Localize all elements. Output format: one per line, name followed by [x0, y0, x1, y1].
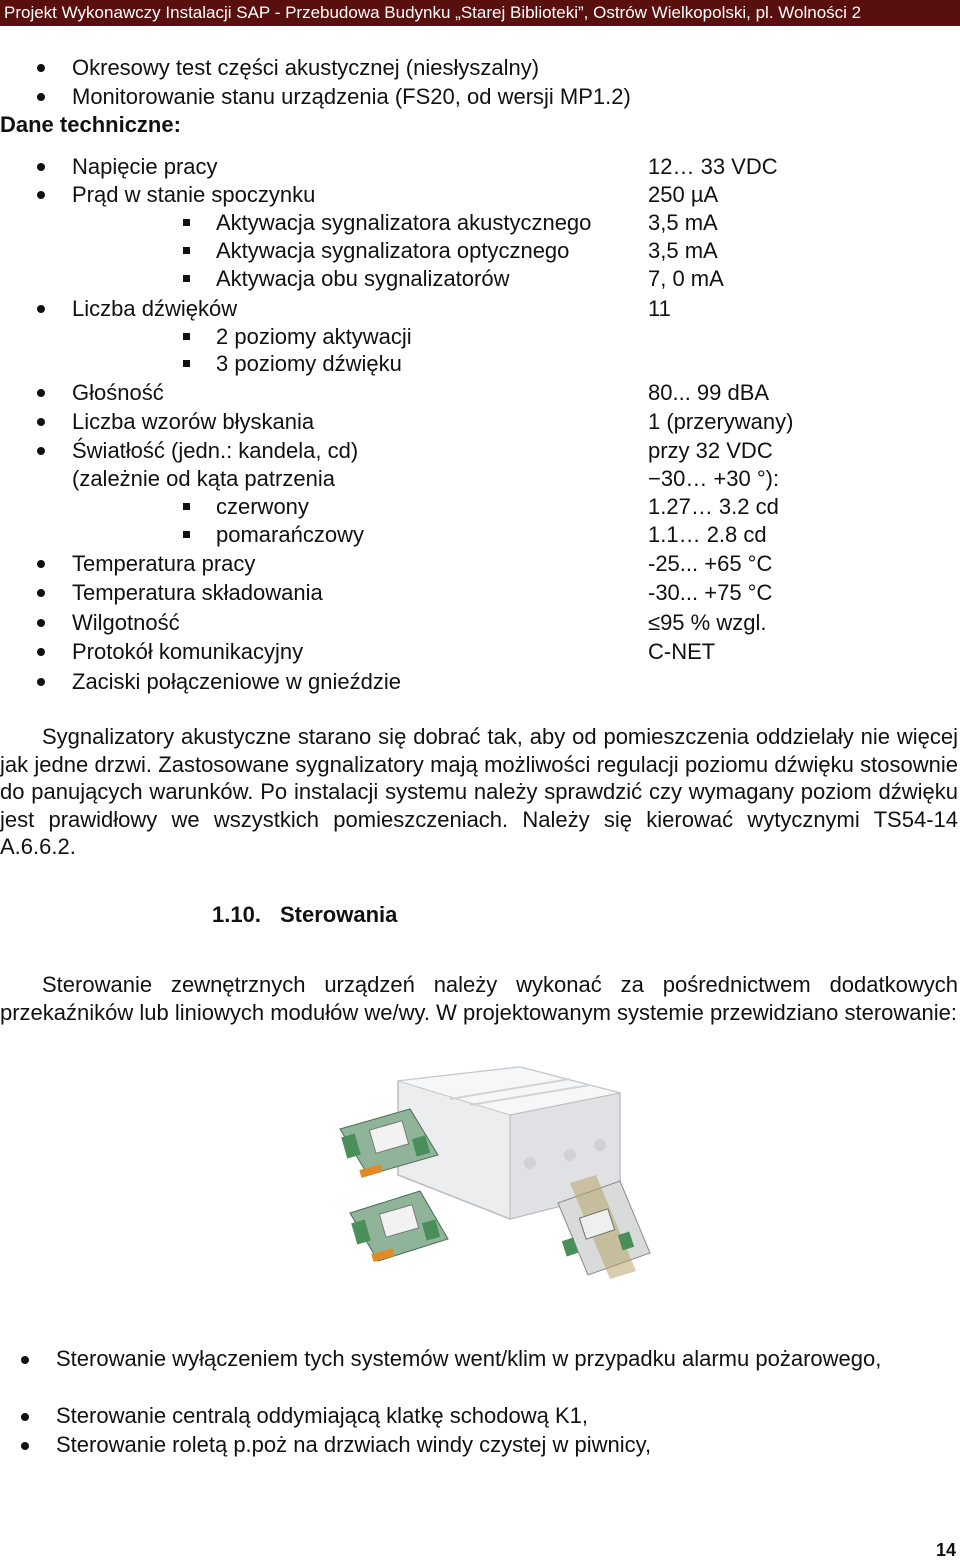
square-bullet-icon [183, 219, 190, 226]
bullet-icon [37, 560, 45, 568]
spec-value: przy 32 VDC [648, 438, 773, 463]
spec-label: 3 poziomy dźwięku [216, 351, 402, 376]
spec-label: Protokół komunikacyjny [72, 639, 304, 664]
spec-label: 2 poziomy aktywacji [216, 324, 412, 349]
spec-value: -25... +65 °C [648, 551, 773, 576]
spec-label: Temperatura pracy [72, 551, 256, 576]
bullet-icon [37, 93, 45, 101]
section-title: Sterowania [280, 902, 398, 927]
io-module-2 [350, 1191, 448, 1262]
spec-label: Prąd w stanie spoczynku [72, 182, 316, 207]
feature-item: Monitorowanie stanu urządzenia (FS20, od wersji MP1.2) [72, 84, 631, 109]
spec-value: C-NET [648, 639, 716, 664]
spec-value: 3,5 mA [648, 238, 718, 263]
spec-label: Liczba wzorów błyskania [72, 409, 315, 434]
control-item: Sterowanie wyłączeniem tych systemów went/klim w przypadku alarmu pożarowego, [56, 1346, 882, 1371]
spec-value: 250 µA [648, 182, 719, 207]
spec-label: Aktywacja sygnalizatora akustycznego [216, 210, 592, 235]
bullet-icon [37, 648, 45, 656]
square-bullet-icon [183, 360, 190, 367]
section-number: 1.10. [212, 902, 261, 927]
spec-label: Napięcie pracy [72, 154, 218, 179]
spec-value: 1.27… 3.2 cd [648, 494, 779, 519]
square-bullet-icon [183, 503, 190, 510]
paragraph-signalers: Sygnalizatory akustyczne starano się dobrać tak, aby od pomieszczenia oddzielały nie więcej jak jedne drzwi. Zastosowane sygnalizatory mają możliwości regulacji poziomu dźwięku stosownie do panujących warunków. Po instalacji systemu należy sprawdzić czy wymagany poziom dźwięku jest prawidłowy we wszystkich pomieszczeniach. Należy się kierować wytycznymi TS54-14 A.6.6.2. [0, 724, 958, 859]
control-item: Sterowanie centralą oddymiającą klatkę schodową K1, [56, 1403, 588, 1428]
bullet-icon [21, 1442, 29, 1450]
spec-label: Liczba dźwięków [72, 296, 238, 321]
square-bullet-icon [183, 333, 190, 340]
bullet-icon [37, 678, 45, 686]
paragraph-control: Sterowanie zewnętrznych urządzeń należy wykonać za pośrednictwem dodatkowych przekaźników lub liniowych modułów we/wy. W projektowanym systemie przewidziano sterowanie: [0, 972, 958, 1025]
spec-label: Zaciski połączeniowe w gnieździe [72, 669, 401, 694]
spec-label: Głośność [72, 380, 164, 405]
page-number: 14 [935, 1540, 956, 1560]
control-item: Sterowanie roletą p.poż na drzwiach windy czystej w piwnicy, [56, 1432, 652, 1457]
spec-value: -30... +75 °C [648, 580, 773, 605]
spec-label: Wilgotność [72, 610, 180, 635]
square-bullet-icon [183, 275, 190, 282]
spec-value: 7, 0 mA [648, 266, 724, 291]
bullet-icon [37, 305, 45, 313]
spec-value: 1 (przerywany) [648, 409, 794, 434]
spec-value: ≤95 % wzgl. [648, 610, 767, 635]
product-photo [320, 1063, 680, 1343]
feature-item: Okresowy test części akustycznej (niesłyszalny) [72, 55, 540, 80]
bullet-icon [21, 1413, 29, 1421]
document-header: Projekt Wykonawczy Instalacji SAP - Przebudowa Budynku „Starej Biblioteki”, Ostrów Wielkopolski, pl. Wolności 2 [0, 0, 960, 26]
spec-value: 3,5 mA [648, 210, 718, 235]
spec-label: Aktywacja sygnalizatora optycznego [216, 238, 570, 263]
spec-value: 80... 99 dBA [648, 380, 770, 405]
spec-label: Aktywacja obu sygnalizatorów [216, 266, 510, 291]
spec-label: pomarańczowy [216, 522, 364, 547]
spec-value: 1.1… 2.8 cd [648, 522, 767, 547]
spec-label: Temperatura składowania [72, 580, 323, 605]
tech-heading: Dane techniczne: [0, 112, 181, 137]
square-bullet-icon [183, 531, 190, 538]
spec-label: czerwony [216, 494, 309, 519]
bullet-icon [37, 191, 45, 199]
spec-value: 12… 33 VDC [648, 154, 778, 179]
bullet-icon [37, 163, 45, 171]
bullet-icon [37, 64, 45, 72]
bullet-icon [21, 1356, 29, 1364]
spec-value: 11 [648, 296, 671, 321]
bullet-icon [37, 447, 45, 455]
spec-label: (zależnie od kąta patrzenia [72, 466, 335, 491]
bullet-icon [37, 619, 45, 627]
square-bullet-icon [183, 247, 190, 254]
bullet-icon [37, 589, 45, 597]
spec-label: Światłość (jedn.: kandela, cd) [72, 438, 359, 463]
bullet-icon [37, 418, 45, 426]
bullet-icon [37, 389, 45, 397]
spec-value: −30… +30 °): [648, 466, 780, 491]
